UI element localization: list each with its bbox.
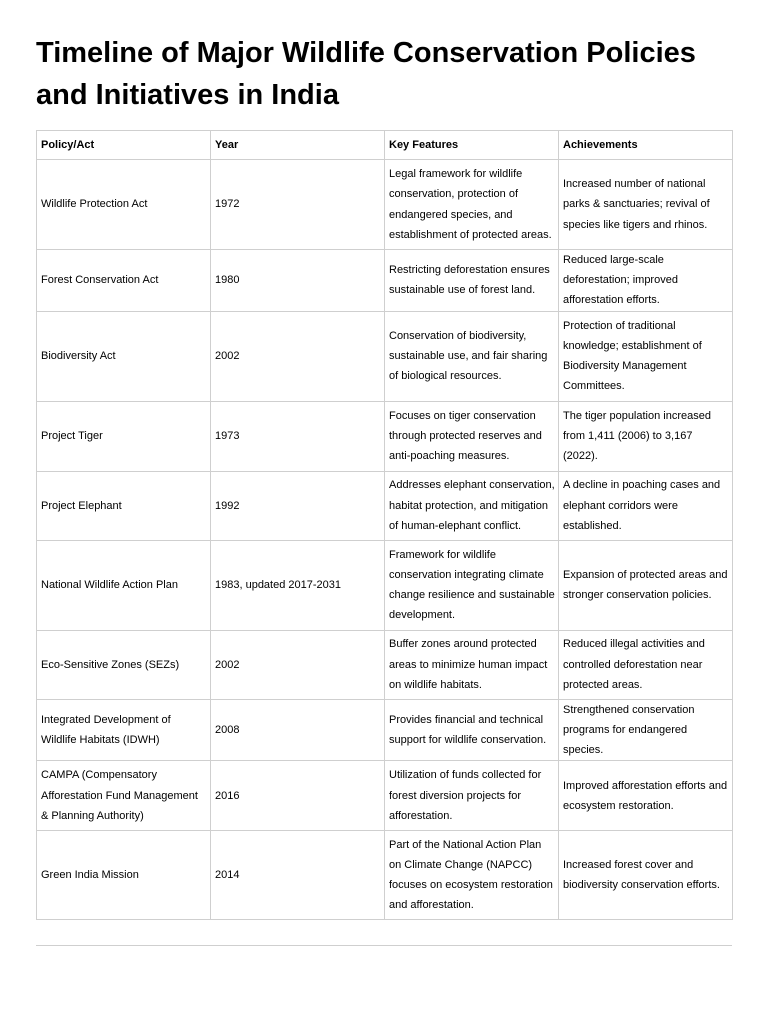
cell-policy: Project Elephant <box>37 471 211 540</box>
cell-year: 2002 <box>211 630 385 699</box>
table-row <box>37 160 733 250</box>
cell-achievements: Strengthened conservation programs for endangered species. <box>559 699 733 761</box>
cell-year: 1972 <box>211 160 385 250</box>
cell-achievements: Expansion of protected areas and stronger conservation policies. <box>559 540 733 630</box>
table-row <box>37 540 733 630</box>
table-row <box>37 401 733 471</box>
cell-key-features: Buffer zones around protected areas to minimize human impact on wildlife habitats. <box>385 630 559 699</box>
cell-key-features: Provides financial and technical support for wildlife conservation. <box>385 699 559 761</box>
table-row <box>37 831 733 920</box>
table-row <box>37 699 733 761</box>
cell-policy: Project Tiger <box>37 401 211 471</box>
cell-year: 1992 <box>211 471 385 540</box>
column-header-year: Year <box>211 131 385 160</box>
cell-key-features: Utilization of funds collected for forest diversion projects for afforestation. <box>385 761 559 831</box>
cell-year: 2016 <box>211 761 385 831</box>
cell-policy: Integrated Development of Wildlife Habitats (IDWH) <box>37 699 211 761</box>
cell-achievements: The tiger population increased from 1,411 (2006) to 3,167 (2022). <box>559 401 733 471</box>
cell-key-features: Addresses elephant conservation, habitat protection, and mitigation of human-elephant conflict. <box>385 471 559 540</box>
cell-policy: Green India Mission <box>37 831 211 920</box>
cell-policy: National Wildlife Action Plan <box>37 540 211 630</box>
cell-key-features: Legal framework for wildlife conservation, protection of endangered species, and establishment of protected areas. <box>385 160 559 250</box>
column-header-achievements: Achievements <box>559 131 733 160</box>
cell-key-features: Part of the National Action Plan on Climate Change (NAPCC) focuses on ecosystem restoration and afforestation. <box>385 831 559 920</box>
column-header-key-features: Key Features <box>385 131 559 160</box>
table-row <box>37 630 733 699</box>
cell-policy: Eco-Sensitive Zones (SEZs) <box>37 630 211 699</box>
cell-achievements: Improved afforestation efforts and ecosystem restoration. <box>559 761 733 831</box>
cell-policy: Biodiversity Act <box>37 311 211 401</box>
cell-achievements: Reduced illegal activities and controlled deforestation near protected areas. <box>559 630 733 699</box>
cell-year: 2008 <box>211 699 385 761</box>
cell-achievements: Protection of traditional knowledge; establishment of Biodiversity Management Committees. <box>559 311 733 401</box>
cell-policy: Forest Conservation Act <box>37 250 211 312</box>
cell-achievements: Reduced large-scale deforestation; improved afforestation efforts. <box>559 250 733 312</box>
cell-year: 1973 <box>211 401 385 471</box>
footer-divider <box>36 945 732 946</box>
cell-year: 2002 <box>211 311 385 401</box>
cell-year: 1983, updated 2017-2031 <box>211 540 385 630</box>
page-title: Timeline of Major Wildlife Conservation Policies and Initiatives in India <box>36 37 696 111</box>
cell-year: 1980 <box>211 250 385 312</box>
column-header-policy: Policy/Act <box>37 131 211 160</box>
table-row <box>37 250 733 312</box>
cell-key-features: Conservation of biodiversity, sustainable use, and fair sharing of biological resources. <box>385 311 559 401</box>
cell-year: 2014 <box>211 831 385 920</box>
cell-achievements: A decline in poaching cases and elephant corridors were established. <box>559 471 733 540</box>
table-header-row <box>37 131 733 160</box>
cell-key-features: Restricting deforestation ensures sustainable use of forest land. <box>385 250 559 312</box>
cell-key-features: Focuses on tiger conservation through protected reserves and anti-poaching measures. <box>385 401 559 471</box>
table-row <box>37 761 733 831</box>
table-row <box>37 311 733 401</box>
table-row <box>37 471 733 540</box>
policy-table <box>36 130 733 920</box>
cell-policy: Wildlife Protection Act <box>37 160 211 250</box>
cell-achievements: Increased number of national parks & sanctuaries; revival of species like tigers and rhinos. <box>559 160 733 250</box>
cell-key-features: Framework for wildlife conservation integrating climate change resilience and sustainable development. <box>385 540 559 630</box>
cell-achievements: Increased forest cover and biodiversity conservation efforts. <box>559 831 733 920</box>
cell-policy: CAMPA (Compensatory Afforestation Fund Management & Planning Authority) <box>37 761 211 831</box>
